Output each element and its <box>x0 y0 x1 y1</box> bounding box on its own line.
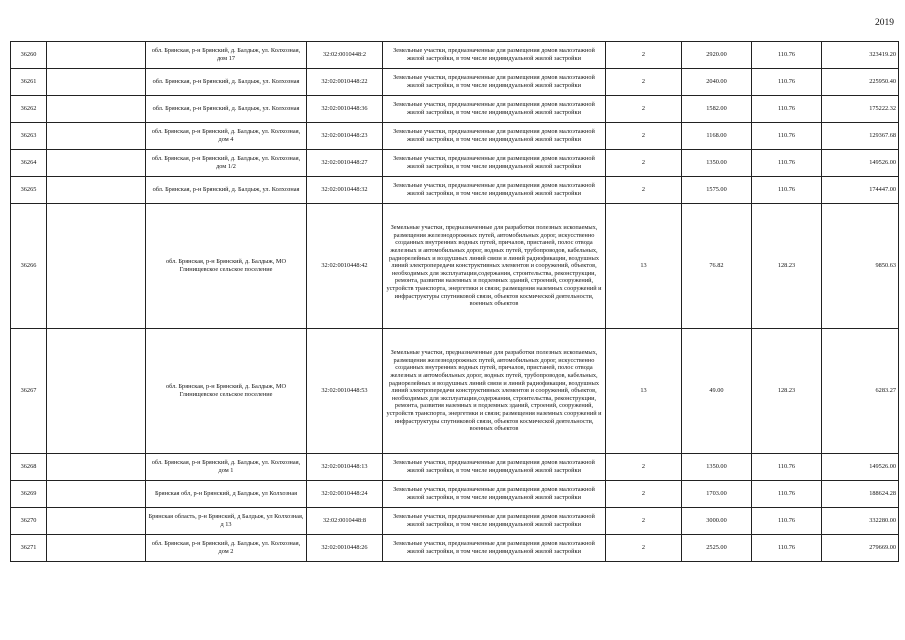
cadastral-number-cell: 32:02:0010448:42 <box>307 204 383 329</box>
land-use-cell: Земельные участки, предназначенные для размещения домов малоэтажной жилой застройки, в том числе индивидуальной жилой застройки <box>383 481 606 508</box>
area-cell: 1168.00 <box>682 123 752 150</box>
empty-cell <box>47 123 146 150</box>
empty-cell <box>47 481 146 508</box>
row-number: 36268 <box>11 454 47 481</box>
unit-cost-cell: 110.76 <box>752 508 822 535</box>
cadastral-value-cell: 129367.68 <box>822 123 899 150</box>
land-use-cell: Земельные участки, предназначенные для размещения домов малоэтажной жилой застройки, в том числе индивидуальной жилой застройки <box>383 69 606 96</box>
table-row <box>11 150 899 177</box>
page-number: 2019 <box>875 18 894 28</box>
row-number: 36266 <box>11 204 47 329</box>
unit-cost-cell: 110.76 <box>752 69 822 96</box>
empty-cell <box>47 329 146 454</box>
area-cell: 1703.00 <box>682 481 752 508</box>
empty-cell <box>47 177 146 204</box>
cadastral-value-cell: 6283.27 <box>822 329 899 454</box>
unit-cost-cell: 128.23 <box>752 329 822 454</box>
row-number: 36267 <box>11 329 47 454</box>
address-cell: Брянская область, р-н Брянский, д Балдыж, ул Колхозная, д 13 <box>146 508 307 535</box>
address-cell: обл. Брянская, р-н Брянский, д. Балдыж, МО Глинищевское сельское поселение <box>146 204 307 329</box>
cadastral-number-cell: 32:02:0010448:22 <box>307 69 383 96</box>
area-cell: 1575.00 <box>682 177 752 204</box>
address-cell: обл. Брянская, р-н Брянский, д. Балдыж, ул. Колхозная <box>146 96 307 123</box>
group-cell: 2 <box>606 481 682 508</box>
group-cell: 2 <box>606 42 682 69</box>
area-cell: 76.82 <box>682 204 752 329</box>
address-cell: обл. Брянская, р-н Брянский, д. Балдыж, ул. Колхозная, дом 2 <box>146 535 307 562</box>
table-row <box>11 96 899 123</box>
empty-cell <box>47 96 146 123</box>
address-cell: обл. Брянская, р-н Брянский, д. Балдыж, ул. Колхозная <box>146 177 307 204</box>
cadastral-number-cell: 32:02:0010448:2 <box>307 42 383 69</box>
empty-cell <box>47 42 146 69</box>
table-row <box>11 69 899 96</box>
area-cell: 1582.00 <box>682 96 752 123</box>
area-cell: 3000.00 <box>682 508 752 535</box>
land-use-cell: Земельные участки, предназначенные для размещения домов малоэтажной жилой застройки, в том числе индивидуальной жилой застройки <box>383 150 606 177</box>
land-use-cell: Земельные участки, предназначенные для размещения домов малоэтажной жилой застройки, в том числе индивидуальной жилой застройки <box>383 123 606 150</box>
unit-cost-cell: 110.76 <box>752 150 822 177</box>
cadastral-number-cell: 32:02:0010448:53 <box>307 329 383 454</box>
address-cell: обл. Брянская, р-н Брянский, д. Балдыж, ул. Колхозная, дом 1/2 <box>146 150 307 177</box>
land-use-cell: Земельные участки, предназначенные для размещения домов малоэтажной жилой застройки, в том числе индивидуальной жилой застройки <box>383 177 606 204</box>
land-use-cell: Земельные участки, предназначенные для размещения домов малоэтажной жилой застройки, в том числе индивидуальной жилой застройки <box>383 454 606 481</box>
group-cell: 13 <box>606 329 682 454</box>
group-cell: 2 <box>606 123 682 150</box>
land-use-cell: Земельные участки, предназначенные для размещения домов малоэтажной жилой застройки, в том числе индивидуальной жилой застройки <box>383 535 606 562</box>
address-cell: обл. Брянская, р-н Брянский, д. Балдыж, ул. Колхозная <box>146 69 307 96</box>
table-body <box>11 42 899 562</box>
cadastral-number-cell: 32:02:0010448:36 <box>307 96 383 123</box>
land-use-cell: Земельные участки, предназначенные для разработки полезных ископаемых, размещения железнодорожных путей, автомобильных дорог, искусственно созданных внутренних водных путей, причалов, пристаней, полос отвода железных и автомобильных дорог, водных путей, трубопроводов, кабельных, радиорелейных и воздушных линий связи и линий радиофикации, воздушных линий электропередачи конструктивных элементов и сооружений, объектов, необходимых для эксплуатации,содержания, строительства, реконструкции, ремонта, развития наземных и подземных зданий, строений, сооружений, устройств транспорта, энергетики и связи; размещения наземных сооружений и инфраструктуры спутниковой связи, объектов космической деятельности, военных объектов <box>383 329 606 454</box>
cadastral-registry-table <box>10 41 899 562</box>
cadastral-value-cell: 279669.00 <box>822 535 899 562</box>
row-number: 36263 <box>11 123 47 150</box>
group-cell: 2 <box>606 177 682 204</box>
area-cell: 2525.00 <box>682 535 752 562</box>
row-number: 36270 <box>11 508 47 535</box>
cadastral-value-cell: 174447.00 <box>822 177 899 204</box>
row-number: 36262 <box>11 96 47 123</box>
unit-cost-cell: 110.76 <box>752 96 822 123</box>
empty-cell <box>47 204 146 329</box>
row-number: 36265 <box>11 177 47 204</box>
area-cell: 49.00 <box>682 329 752 454</box>
cadastral-value-cell: 9850.63 <box>822 204 899 329</box>
land-use-cell: Земельные участки, предназначенные для размещения домов малоэтажной жилой застройки, в том числе индивидуальной жилой застройки <box>383 96 606 123</box>
unit-cost-cell: 110.76 <box>752 42 822 69</box>
empty-cell <box>47 508 146 535</box>
land-use-cell: Земельные участки, предназначенные для размещения домов малоэтажной жилой застройки, в том числе индивидуальной жилой застройки <box>383 42 606 69</box>
unit-cost-cell: 110.76 <box>752 123 822 150</box>
empty-cell <box>47 69 146 96</box>
row-number: 36271 <box>11 535 47 562</box>
address-cell: обл. Брянская, р-н Брянский, д. Балдыж, МО Глинищевское сельское поселение <box>146 329 307 454</box>
cadastral-value-cell: 225950.40 <box>822 69 899 96</box>
cadastral-value-cell: 323419.20 <box>822 42 899 69</box>
area-cell: 1350.00 <box>682 150 752 177</box>
address-cell: обл. Брянская, р-н Брянский, д. Балдыж, ул. Колхозная, дом 17 <box>146 42 307 69</box>
area-cell: 2920.00 <box>682 42 752 69</box>
address-cell: обл. Брянская, р-н Брянский, д. Балдыж, ул. Колхозная, дом 1 <box>146 454 307 481</box>
empty-cell <box>47 454 146 481</box>
row-number: 36261 <box>11 69 47 96</box>
cadastral-number-cell: 32:02:0010448:27 <box>307 150 383 177</box>
table-row <box>11 177 899 204</box>
empty-cell <box>47 150 146 177</box>
cadastral-value-cell: 175222.32 <box>822 96 899 123</box>
group-cell: 2 <box>606 96 682 123</box>
land-use-cell: Земельные участки, предназначенные для размещения домов малоэтажной жилой застройки, в том числе индивидуальной жилой застройки <box>383 508 606 535</box>
table-row <box>11 204 899 329</box>
cadastral-number-cell: 32:02:0010448:23 <box>307 123 383 150</box>
table-row <box>11 535 899 562</box>
row-number: 36264 <box>11 150 47 177</box>
address-cell: обл. Брянская, р-н Брянский, д. Балдыж, ул. Колхозная, дом 4 <box>146 123 307 150</box>
unit-cost-cell: 110.76 <box>752 535 822 562</box>
group-cell: 2 <box>606 69 682 96</box>
table-row <box>11 329 899 454</box>
cadastral-number-cell: 32:02:0010448:8 <box>307 508 383 535</box>
table-row <box>11 481 899 508</box>
row-number: 36260 <box>11 42 47 69</box>
cadastral-value-cell: 149526.00 <box>822 150 899 177</box>
cadastral-number-cell: 32:02:0010448:32 <box>307 177 383 204</box>
group-cell: 2 <box>606 535 682 562</box>
empty-cell <box>47 535 146 562</box>
cadastral-number-cell: 32:02:0010448:13 <box>307 454 383 481</box>
group-cell: 2 <box>606 508 682 535</box>
area-cell: 2040.00 <box>682 69 752 96</box>
table-row <box>11 42 899 69</box>
cadastral-number-cell: 32:02:0010448:26 <box>307 535 383 562</box>
row-number: 36269 <box>11 481 47 508</box>
group-cell: 13 <box>606 204 682 329</box>
unit-cost-cell: 110.76 <box>752 481 822 508</box>
unit-cost-cell: 110.76 <box>752 454 822 481</box>
table-row <box>11 454 899 481</box>
cadastral-value-cell: 149526.00 <box>822 454 899 481</box>
table-row <box>11 123 899 150</box>
cadastral-value-cell: 188624.28 <box>822 481 899 508</box>
group-cell: 2 <box>606 150 682 177</box>
cadastral-value-cell: 332280.00 <box>822 508 899 535</box>
unit-cost-cell: 110.76 <box>752 177 822 204</box>
address-cell: Брянская обл, р-н Брянский, д Балдыж, ул Колхозная <box>146 481 307 508</box>
unit-cost-cell: 128.23 <box>752 204 822 329</box>
group-cell: 2 <box>606 454 682 481</box>
area-cell: 1350.00 <box>682 454 752 481</box>
land-use-cell: Земельные участки, предназначенные для разработки полезных ископаемых, размещения железнодорожных путей, автомобильных дорог, искусственно созданных внутренних водных путей, причалов, пристаней, полос отвода железных и автомобильных дорог, водных путей, трубопроводов, кабельных, радиорелейных и воздушных линий связи и линий радиофикации, воздушных линий электропередачи конструктивных элементов и сооружений, объектов, необходимых для эксплуатации,содержания, строительства, реконструкции, ремонта, развития наземных и подземных зданий, строений, сооружений, устройств транспорта, энергетики и связи; размещения наземных сооружений и инфраструктуры спутниковой связи, объектов космической деятельности, военных объектов <box>383 204 606 329</box>
table-row <box>11 508 899 535</box>
cadastral-number-cell: 32:02:0010448:24 <box>307 481 383 508</box>
